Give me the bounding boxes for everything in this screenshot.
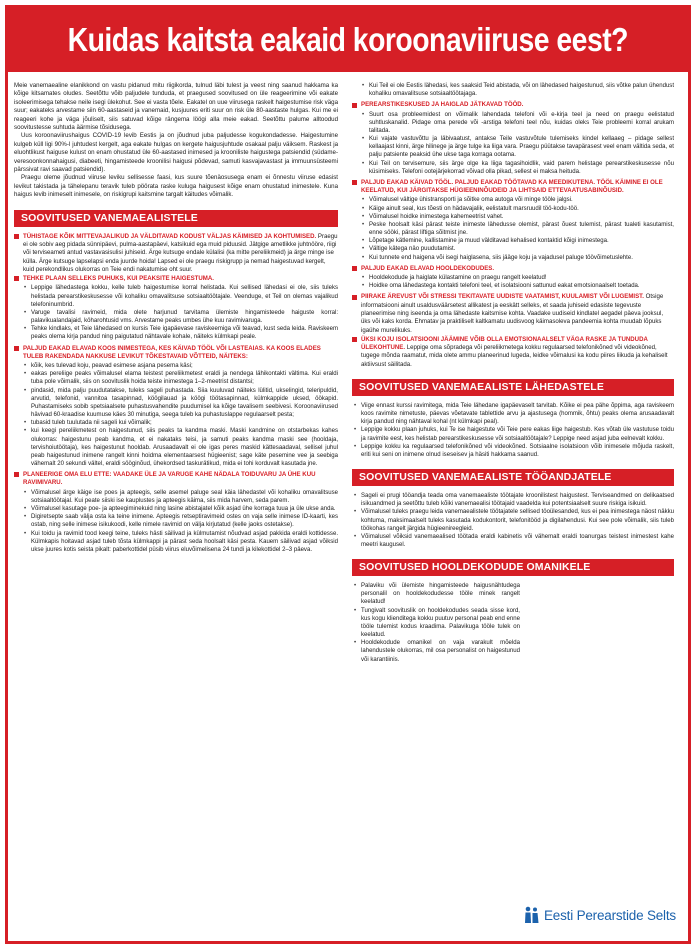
list-item: • Vältige kätega näo puudutamist. [352, 245, 674, 253]
advice-heading: PALJUD EAKAD KÄIVAD TÖÖL. PALJUD EAKAD TÖÖTAVAD KA MEEDIKUTENA. TÖÖL KÄIMINE EI OLE KEELATUD, KUI JÄRGITAKSE HÜGIEENINÕUDEID JA LIHTSAID ETTEVAATUSABINÕUSID. [361, 178, 663, 195]
list-item: • Kui Teil ei ole Eestis lähedasi, kes saaksid Teid abistada, või on lähedased haigestunud, siis võtke palun ühendust kohaliku omavalitsuse sotsiaaltöötajaga. [352, 82, 674, 98]
list-item: • Võimalusel võiksid vanemaealised töötada eraldi kabinetis või vähemalt eraldi toanurgas teistest inimestest kahe meetri kaugusel. [352, 533, 674, 549]
advice-block [352, 293, 674, 334]
list-item: • Kui tunnete end haigena või isegi haiglasena, siis jääge koju ja vajadusel paluge töövõimetuslehte. [352, 254, 674, 262]
employers-list [352, 492, 674, 549]
list-item: • Võimalusel vältige ühistransporti ja sõitke oma autoga või minge tööle jalgsi. [352, 196, 674, 204]
list-item: • Tungivalt soovituslik on hooldekodudes seada sisse kord, kus kogu klienditega kokku puutuv personal peab end enne tööle tulemist kodus kraadima. Palavikuga tööle tulek on keelatud. [352, 607, 520, 640]
advice-list [14, 362, 338, 468]
list-item: • Võimalusel ärge käige ise poes ja apteegis, selle asemel paluge seal käia lähedastel või kohaliku omavalitsuse sotsiaaltöötajal. Kui peate siiski ise kauplustes ja apteegis käima, siis mida harvem, seda parem. [14, 489, 338, 505]
intro-paragraph: Meie vanemaealine elanikkond on vastu pidanud mitu riigikorda, tulnud läbi tulest ja veest ning saanud hakkama ka kõige kitsamates oludes. Seetõttu võib paljudele tunduda, et praegused soovitused on üle reageerimine või eakate isoleerimisega tehakse neile isegi ülekohut. See ei vasta tõele. Eakatel on uue viirusega raskelt haigestumise risk väga suur; eakateks arvestame siin 60-aastaseid ja vanemaid, kusjuures eriti suur on risk üle 80-aastaste hulgas. Kui me ei reageeri kohe ja väga jõuliselt, siis satuvad kõige rängema löögi alla meie eakad. Seetõttu palume alltoodud soovitustesse suhtuda äärmise tõsidusega. [14, 82, 338, 132]
red-square-icon [14, 472, 19, 477]
list-item: • Kui Teil on tervisemure, siis ärge olge ka liiga tagasihoidlik, vaid parem helistage perearstikeskusesse nõu küsimiseks. Telefoni ootejärjekorrad võivad olla pikad, sellest ei maksa heituda. [352, 160, 674, 176]
list-item: • Tehke kindlaks, et Teie lähedased on kursis Teie igapäevase raviskeemiga või teavad, kust seda leida. Raviskeem peaks olema kirja pandud ning paigutatud nähtavale kohale, näiteks külmkapi peale. [14, 325, 338, 341]
advice-text: Leppige oma sõpradega või pereliikmetega kokku regulaarsed telefonikõned või videokõned, tugege mõnda raamatut, mida olete ammu planeerinud lugeda, leidke võimalusi ka kodu piires liikuda ja kehaliselt aktiivsust säilitada. [361, 344, 668, 368]
right-column [352, 82, 674, 666]
advice-list [14, 489, 338, 554]
advice-block [352, 265, 674, 273]
list-item: • Sageli ei prugi tööandja teada oma vanemaealiste töötajate kroonilistest haigustest. Terviseandmed on delikaatsed isikuandmed ja seetõttu tuleb kõiki vanemaealisi töötajaid vaadelda kui potentsiaalselt suure riskiga isikuid. [352, 492, 674, 508]
list-item: • Võimalusel hoidke inimestega kahemeetrist vahet. [352, 213, 674, 221]
list-item: • Suurt osa probleemidest on võimalik lahendada telefoni või e-kirja teel ja need on praegu eelistatud suhtluskanalid. Pidage oma perede või -arstiga telefoni teel nõu, kuidas oleks Teie probleemi korral arukam talitada. [352, 111, 674, 135]
advice-block [14, 233, 338, 274]
intro-paragraph: Praegu oleme jõudnud viiruse leviku sellisesse faasi, kus suure tõenäosusega enam ei õnnestu viiruse edasist levikut takistada ja tähelepanu teravik tuleb pöörata raske kuluga haigusest kõige enam ohustatud inimestele. Kuna haigus levib inimeselt inimesele, on riskigrupi kaitsmine targalt käitudes võimalik. [14, 174, 338, 199]
advice-list [352, 111, 674, 176]
list-item: • Palaviku või ülemiste hingamisteede haigusnähtudega personalil on hooldekodudesse tööle minek rangelt keelatud! [352, 582, 520, 606]
advice-list [14, 284, 338, 341]
title-banner [8, 8, 688, 72]
relatives-list [352, 402, 674, 459]
advice-heading: PALJUD EAKAD ELAVAD KOOS INIMESTEGA, KES KÄIVAD TÖÖL VÕI LASTEAIAS. KA KOOS ELADES TULEB RAKENDADA NAKKUSE LEVIKUT TÕKESTAVAID VÕTTEID, NÄITEKS: [23, 344, 321, 360]
list-item: • Hooldekodude ja haiglate külastamine on praegu rangelt keelatud! [352, 274, 674, 282]
advice-heading: ÜKSI KOJU ISOLATSIOONI JÄÄMINE VÕIB OLLA EMOTSIONAALSELT VÄGA RASKE JA TUNDUDA ÜLEKOHTUNE. [361, 335, 648, 352]
red-square-icon [352, 103, 357, 108]
list-item: • Võimalusel kasutage poe- ja apteegiminekuid ning lasine abistajatel kõik asjad ühe korraga tuua ja üle ukse anda. [14, 505, 338, 513]
section-title-elderly: SOOVITUSED VANEMAEALISTELE [14, 210, 338, 227]
red-square-icon [14, 276, 19, 281]
page-title: Kuidas kaitsta eakaid koroonaviiruse eest? [67, 21, 629, 58]
intro-paragraph: Uus koroonaviirushaigus COVID-19 levib Eestis ja on jõudnud juba paljudesse kogukondadesse. Haigestumine kulgeb küll ligi 90%-l juhtudest kergelt, aga eakate hulgas on kergete haigusjuhtude osakaal palju väiksem. Raskest ja eluohtlikust haiguse kulust on enam ohustatud üle 60-aastased inimesed ja krooniliste haigustega patsiendid (südame-veresoonkonnahaigusi, diabeeti, hingamisteede kroonilisi haigusi põdevad, samuti kasvajavastast ja immuunsüsteemi pärssivat ravi saavad patsiendid). [14, 132, 338, 174]
family-icon [524, 906, 540, 924]
red-square-icon [352, 266, 357, 271]
red-square-icon [14, 346, 19, 351]
list-item: • Leppige kokku plaan juhuks, kui Te ise haigestute või Teie pere eakas liige haigestub. Kes võtab üle vastutuse toidu ja ravimite eest, kes helistab perearstikeskusesse või sotsiaaltöötajale? Leppige need asjad juba eelnevalt kokku. [352, 426, 674, 442]
advice-block [14, 345, 338, 362]
list-item: • Hoidke oma lähedastega kontakti telefoni teel, et isolatsiooni sattunud eakat emotsionaalselt toetada. [352, 282, 674, 290]
advice-block [352, 101, 674, 109]
advice-block [352, 179, 674, 196]
list-item: • Viige ennast kurssi ravimitega, mida Teie lähedane igapäevaselt tarvitab. Kõike ei pea pähe õppima, aga raviskeem koos ravimite nimetuste, päevas võetavate tablettide arvu ja ajastusega (hommik, õhtu) peaks olema arusaadavalt kirja pandud ning nähtaval kohal (nt külmkapi peal). [352, 402, 674, 426]
list-item: • Varuge tavalisi ravimeid, mida olete harjunud tarvitama ülemiste hingamisteede haiguste korral: palavikualandajaid, köharohtusid vms. Arvestame peaks umbes ühe kuu ravimivaruga. [14, 309, 338, 325]
red-square-icon [352, 295, 357, 300]
list-item: • Peske hoolsalt käsi pärast teiste inimeste lähedusse olemist, pärast õuest tulemist, pärast tualeti kasutamist, enne sööki, pärast liftiga sõitmist jne. [352, 221, 674, 237]
list-item: • Võimalusel tuleks praegu leida vanemaealistele töötajatele sellised töoülesanded, kus ei pea inimestega näost näkku kohtuma, maksimaalselt tuleks kasutada kodukontorit, telefonitööd ja digilahendusi. Kui see pole võimalik, siis tuleb töökohas rangelt järgida hügieenireegleid. [352, 508, 674, 532]
list-item: • Digiretsepte saab välja osta ka teine inimene. Apteegis retseptiravimeid ostes on vaja selle inimese ID-kaarti, kes ostab, ning selle inimese isikukoodi, kelle nimele ravimid on välja kirjutatud (kelle jaoks ostetakse). [14, 513, 338, 529]
section-title-care-homes: SOOVITUSED HOOLDEKODUDE OMANIKELE [352, 559, 674, 576]
red-square-icon [352, 180, 357, 185]
advice-heading: PALJUD EAKAD ELAVAD HOOLDEKODUDES. [361, 264, 495, 272]
list-item: • Käige ainult seal, kus tõesti on hädavajalik, eelistatult marsruudil töö-kodu-töö. [352, 205, 674, 213]
advice-heading: PEREARSTIKESKUSED JA HAIGLAD JÄTKAVAD TÖÖD. [361, 101, 524, 109]
list-item: • kõik, kes tulevad koju, peavad esimese asjana pesema käsi; [14, 362, 338, 370]
advice-list [352, 82, 674, 98]
list-item: • Hooldekodude omanikel on vaja varakult mõelda lahendustele olukorras, mil osa personalist on haigestunud või karantiinis. [352, 639, 520, 663]
list-item: • tubasid tuleb tuulutada nii sageli kui võimalik; [14, 419, 338, 427]
advice-text: Praegu ei ole sobiv aeg pidada sünnipäevi, pulma-aastapäevi, katsikuid ega muid piduusid. Jätgige ametlikke juhtnööre, riigi või terviseameti antud vastavasisulisi juhiseid. Ärge kutsuge endale külalisi (ka mitte pereliikmeid) ja ärge minge ise külla. Ärge kutsuge lapselapsi enda juurde hoida! Lapsed ei ole praegu riskigrupp ja nemad haigestuvad kergelt, kuid perekondlikus olukorras on Teie endi nakatumise oht suur. [23, 232, 338, 273]
red-square-icon [14, 234, 19, 239]
care-homes-list [352, 582, 520, 664]
section-title-employers: SOOVITUSED VANEMAEALISTE TÖÖANDJATELE [352, 469, 674, 486]
advice-block [14, 471, 338, 488]
advice-heading: PLANEERIGE OMA ELU ETTE: VAADAKE ÜLE JA VARUGE KAHE NÄDALA TOIDUVARU JA ÜHE KUU RAVIMIVARU. [23, 471, 316, 487]
advice-heading: PIIRAKE ÄREVUST VÕI STRESSI TEKITAVATE UUDISTE VAATAMIST, KUULAMIST VÕI LUGEMIST. [361, 293, 644, 301]
advice-text: Otsige informatsiooni ainult usaldusväärsetest allikatest ja eeskätt selleks, et saada juhiseid edasiste tegevuste planeerimise ning iseenda ja oma lähedaste kaitsmise kohta. Vaadake uudiseid kindlatel aegadel päeva jooksul, üks või kaks korda. Ehmatav ja praktiliselt kaltkamatu uudisvoog käimasoleva pandeemia kohta muudab lõpuks igaühe murelikuks. [361, 293, 664, 334]
red-square-icon [352, 337, 357, 342]
left-column [14, 82, 338, 557]
advice-list [352, 274, 674, 290]
list-item: • Lõpetage kätlemine, kallistamine ja muud välditavad kehalised kontaktid kõigi inimestega. [352, 237, 674, 245]
list-item: • kui keegi pereliikmetest on haigestunud, siis peaks ta kandma maski. Maski kandmine on otstarbekas kahes olukorras: haigestunu peab kandma, et ei nakataks teisi, ja samuti peaks kandma maski see (hooldaja, tervishoiutöötaja), kes haigestunut hooldab. Arusaadavalt ei ole igas peres maskid kättesaadaval, sellisel juhul peab haigestunud inimene rangelt kinni hoidma elementaarsest hügieenist; sage käte pesemine vee ja seebiga vähemalt 20 sekundi vältel, eraldi sööginõud, ühekordsed taskurätikud, mida ei tohi korduvalt kasutada jne. [14, 427, 338, 468]
advice-heading: TÜHISTAGE KÕIK MITTEVAJALIKUD JA VÄLDITAVAD KODUST VÄLJAS KÄIMISED JA KOHTUMISED. [23, 232, 317, 240]
list-item: • Leppige lähedastega kokku, kelle tuleb haigestumise korral helistada. Kui sellised lähedasi ei ole, siis tuleks helistada perearstikeskusesse või kohaliku omavalitsuse sotsiaaltöötajale. Veenduge, et Teil on olemas vajalikud telefoninumbrid. [14, 284, 338, 308]
list-item: • pindasid, mida palju puudutatakse, tuleks sageli puhastada. Siia kuuluvad näiteks lülitid, ukselingid, teleripuldid, arvutid, telefonid, vannitoa tasapinnad, köögilauad ja köögi töötasapinnad, külmkappide uksed, öökapid. Puhastamiseks sobib spetsiaalsete puhastusvahendite puudumisel ka kõige tavalisem seebivesi. Koroonaviirused hävivad 60-kraadise kuumuse käes 30 minutiga, seega tuleb ka puhastuslappe regulaarselt pesta; [14, 387, 338, 420]
intro-text [14, 82, 338, 200]
advice-list [352, 196, 674, 261]
advice-block [352, 336, 674, 369]
advice-heading: TEHKE PLAAN SELLEKS PUHUKS, KUI PEAKSITE HAIGESTUMA. [23, 275, 214, 283]
list-item: • Leppige kokku ka regulaarsed telefonikõned või videokõned. Sotsiaalne isolatsioon võib inimesele mõjuda raskelt, eriti kui seni on inimene olnud iseseisev ja häsiti hakkama saanud. [352, 443, 674, 459]
society-logo [524, 906, 676, 924]
logo-text: Eesti Perearstide Selts [544, 907, 676, 923]
advice-block [14, 275, 338, 283]
list-item: • eakas pereliige peaks võimalusel elama teistest pereliikmetest eraldi ja nendega lähikontakti vältima. Kui eraldi tuba pole võimalik, siis on soovituslik hoida teiste inimestega 1–2-meetrist distantsi; [14, 370, 338, 386]
list-item: • Kui vajate vastuvõttu ja läbivaatust, antakse Teile vastuvõtule tulemiseks kindel kellaaeg – pidage sellest kellaajast kinni, ärge hilinege ja ärge tulge ka liiga vara. Praegu püütakse tavapärasest veel enam vältida seda, et palju patsiente peaksid ühe ukse taga korraga ootama. [352, 135, 674, 159]
section-title-relatives: SOOVITUSED VANEMAEALISTE LÄHEDASTELE [352, 379, 674, 396]
list-item: • Kui toidu ja ravimid tood keegi teine, tuleks hästi säilivad ja külmutamist nõudvad asjad pakkida eraldi kottidesse. Külmkapis hoitavad asjad tuleb tõsta külmkappi ja pärast seda hoolsalt käsi pesta. Kauem säilivad asjad võiksid ukse juures kotis seista pikalt: paberkottidel püsib viirus eluvõimelisena 24 tundi ja kilekottidel 2–3 päeva. [14, 530, 338, 554]
